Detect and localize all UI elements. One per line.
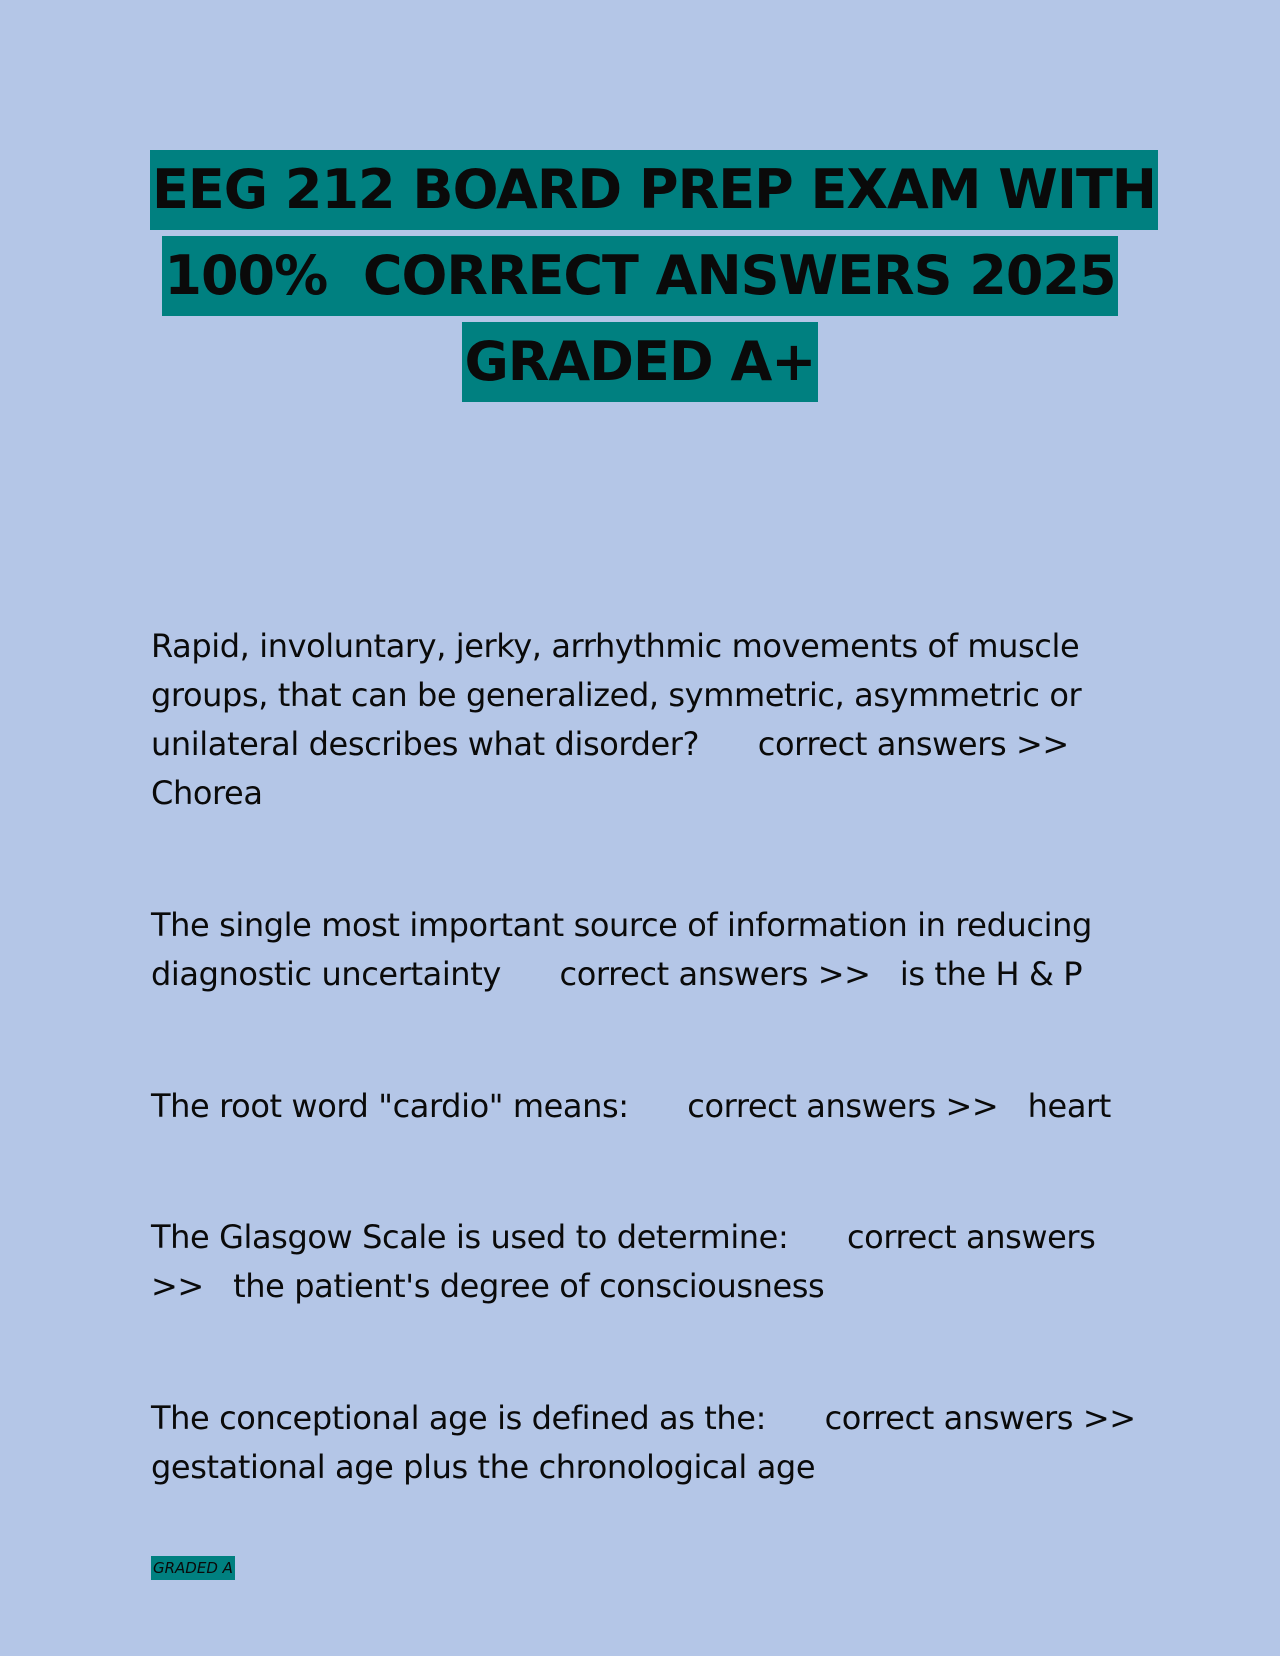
qa-item-2: The single most important source of information in reducing diagnostic uncertainty correct answers >> is the H & P bbox=[151, 906, 1102, 993]
qa-item-4: The Glasgow Scale is used to determine: correct answers >> the patient's degree of consciousness bbox=[151, 1218, 1106, 1305]
footer-grade-badge: GRADED A bbox=[151, 1556, 235, 1580]
qa-item-5: The conceptional age is defined as the: correct answers >> gestational age plus the chronological age bbox=[151, 1399, 1166, 1486]
title-line-2-text: 100% CORRECT ANSWERS 2025 bbox=[162, 236, 1117, 316]
qa-item-1: Rapid, involuntary, jerky, arrhythmic movements of muscle groups, that can be generalized, symmetric, asymmetric or unilateral describes what disorder? correct answers >> Chorea bbox=[151, 627, 1099, 812]
title-line-1-text: EEG 212 BOARD PREP EXAM WITH bbox=[150, 150, 1158, 230]
title-line-3 bbox=[150, 322, 1130, 408]
document-title bbox=[150, 150, 1156, 408]
title-line-2 bbox=[150, 236, 1130, 322]
title-line-3-text: GRADED A+ bbox=[462, 322, 817, 402]
qa-item-3: The root word "cardio" means: correct answers >> heart bbox=[151, 1087, 1111, 1125]
title-line-1 bbox=[150, 150, 1156, 236]
